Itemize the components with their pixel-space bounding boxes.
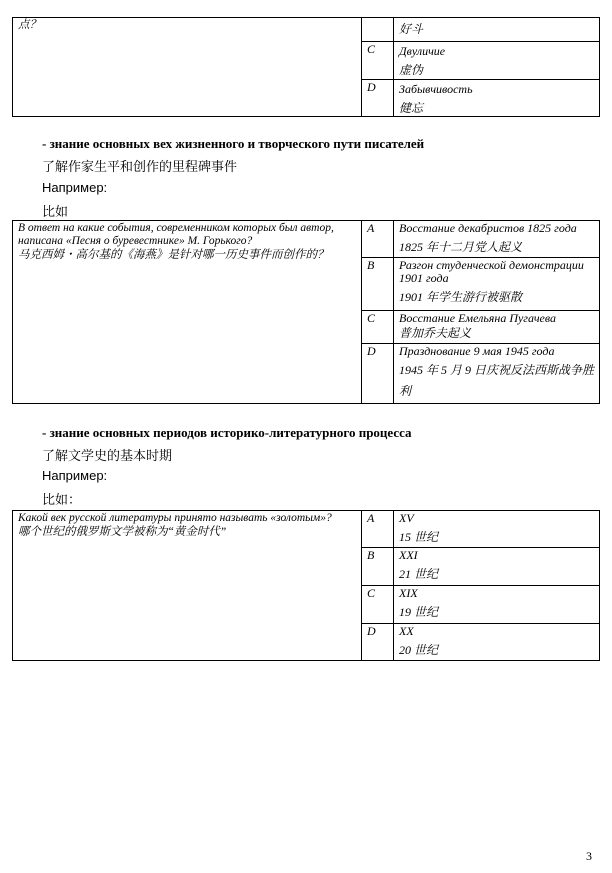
section-heading: - знание основных периодов историко-литературного процесса — [42, 425, 412, 440]
answer-zh: 普加乔夫起义 — [399, 326, 472, 340]
question-cell — [13, 511, 362, 661]
answer-ru: XIX — [399, 586, 418, 600]
question-table-3 — [12, 510, 600, 661]
question-table-2 — [12, 220, 600, 404]
example-label: Например: — [42, 468, 108, 483]
option-answer — [394, 80, 600, 117]
option-answer — [394, 18, 600, 42]
option-answer — [394, 221, 600, 258]
answer-ru: Разгон студенческой демонстрации 1901 года — [399, 258, 584, 285]
option-answer — [394, 624, 600, 661]
option-letter: C — [362, 586, 394, 624]
question-cell — [13, 18, 362, 117]
page-number: 3 — [586, 849, 592, 863]
option-answer — [394, 511, 600, 548]
answer-zh: 1825 年十二月党人起义 — [399, 240, 523, 254]
question-text-zh: 哪个世纪的俄罗斯文学被称为“黄金时代” — [18, 526, 227, 538]
option-letter: C — [362, 311, 394, 344]
answer-ru: Празднование 9 мая 1945 года — [399, 344, 555, 358]
answer-zh: 21 世纪 — [399, 567, 439, 581]
option-letter: A — [362, 511, 394, 548]
question-text-ru: В ответ на какие события, современником которых был автор, написана «Песня о буревестнике» М. Горького? — [18, 222, 334, 247]
option-answer — [394, 548, 600, 586]
section-heading-zh: 了解文学史的基本时期 — [42, 449, 173, 464]
question-cell — [13, 221, 362, 404]
answer-zh: 健忘 — [399, 101, 424, 115]
option-letter: D — [362, 624, 394, 661]
answer-ru: Восстание Емельяна Пугачева — [399, 311, 557, 325]
answer-ru: Забывчивость — [399, 82, 473, 96]
option-answer — [394, 311, 600, 344]
answer-zh: 1945 年 5 月 9 日庆祝反法西斯战争胜利 — [399, 363, 595, 398]
option-letter: A — [362, 221, 394, 258]
answer-ru: Восстание декабристов 1825 года — [399, 221, 577, 235]
question-table-1 — [12, 17, 600, 117]
question-text-zh: 点？ — [18, 19, 41, 31]
option-letter: B — [362, 258, 394, 311]
example-label-zh: 比如 — [42, 205, 69, 220]
answer-ru: XX — [399, 624, 414, 638]
answer-zh: 15 世纪 — [399, 530, 439, 544]
question-text-zh: 马克西姆・高尔基的《海燕》是针对哪一历史事件而创作的？ — [18, 249, 329, 261]
option-letter: B — [362, 548, 394, 586]
question-text-ru: Какой век русской литературы принято называть «золотым»? — [18, 512, 332, 524]
answer-ru: XXI — [399, 548, 418, 562]
example-label-zh: 比如： — [42, 493, 82, 508]
option-answer — [394, 344, 600, 404]
option-answer — [394, 42, 600, 80]
answer-zh: 19 世纪 — [399, 605, 439, 619]
option-answer — [394, 586, 600, 624]
answer-zh: 20 世纪 — [399, 643, 439, 657]
option-answer — [394, 258, 600, 311]
answer-zh: 好斗 — [399, 22, 424, 36]
option-letter: D — [362, 80, 394, 117]
example-label: Например: — [42, 180, 108, 195]
section-heading-zh: 了解作家生平和创作的里程碑事件 — [42, 160, 238, 175]
section-heading: - знание основных вех жизненного и творческого пути писателей — [42, 136, 425, 151]
answer-zh: 1901 年学生游行被驱散 — [399, 290, 523, 304]
option-letter — [362, 18, 394, 42]
option-letter: C — [362, 42, 394, 80]
answer-ru: Двуличие — [399, 44, 446, 58]
option-letter: D — [362, 344, 394, 404]
answer-zh: 虚伪 — [399, 63, 424, 77]
answer-ru: XV — [399, 511, 414, 525]
